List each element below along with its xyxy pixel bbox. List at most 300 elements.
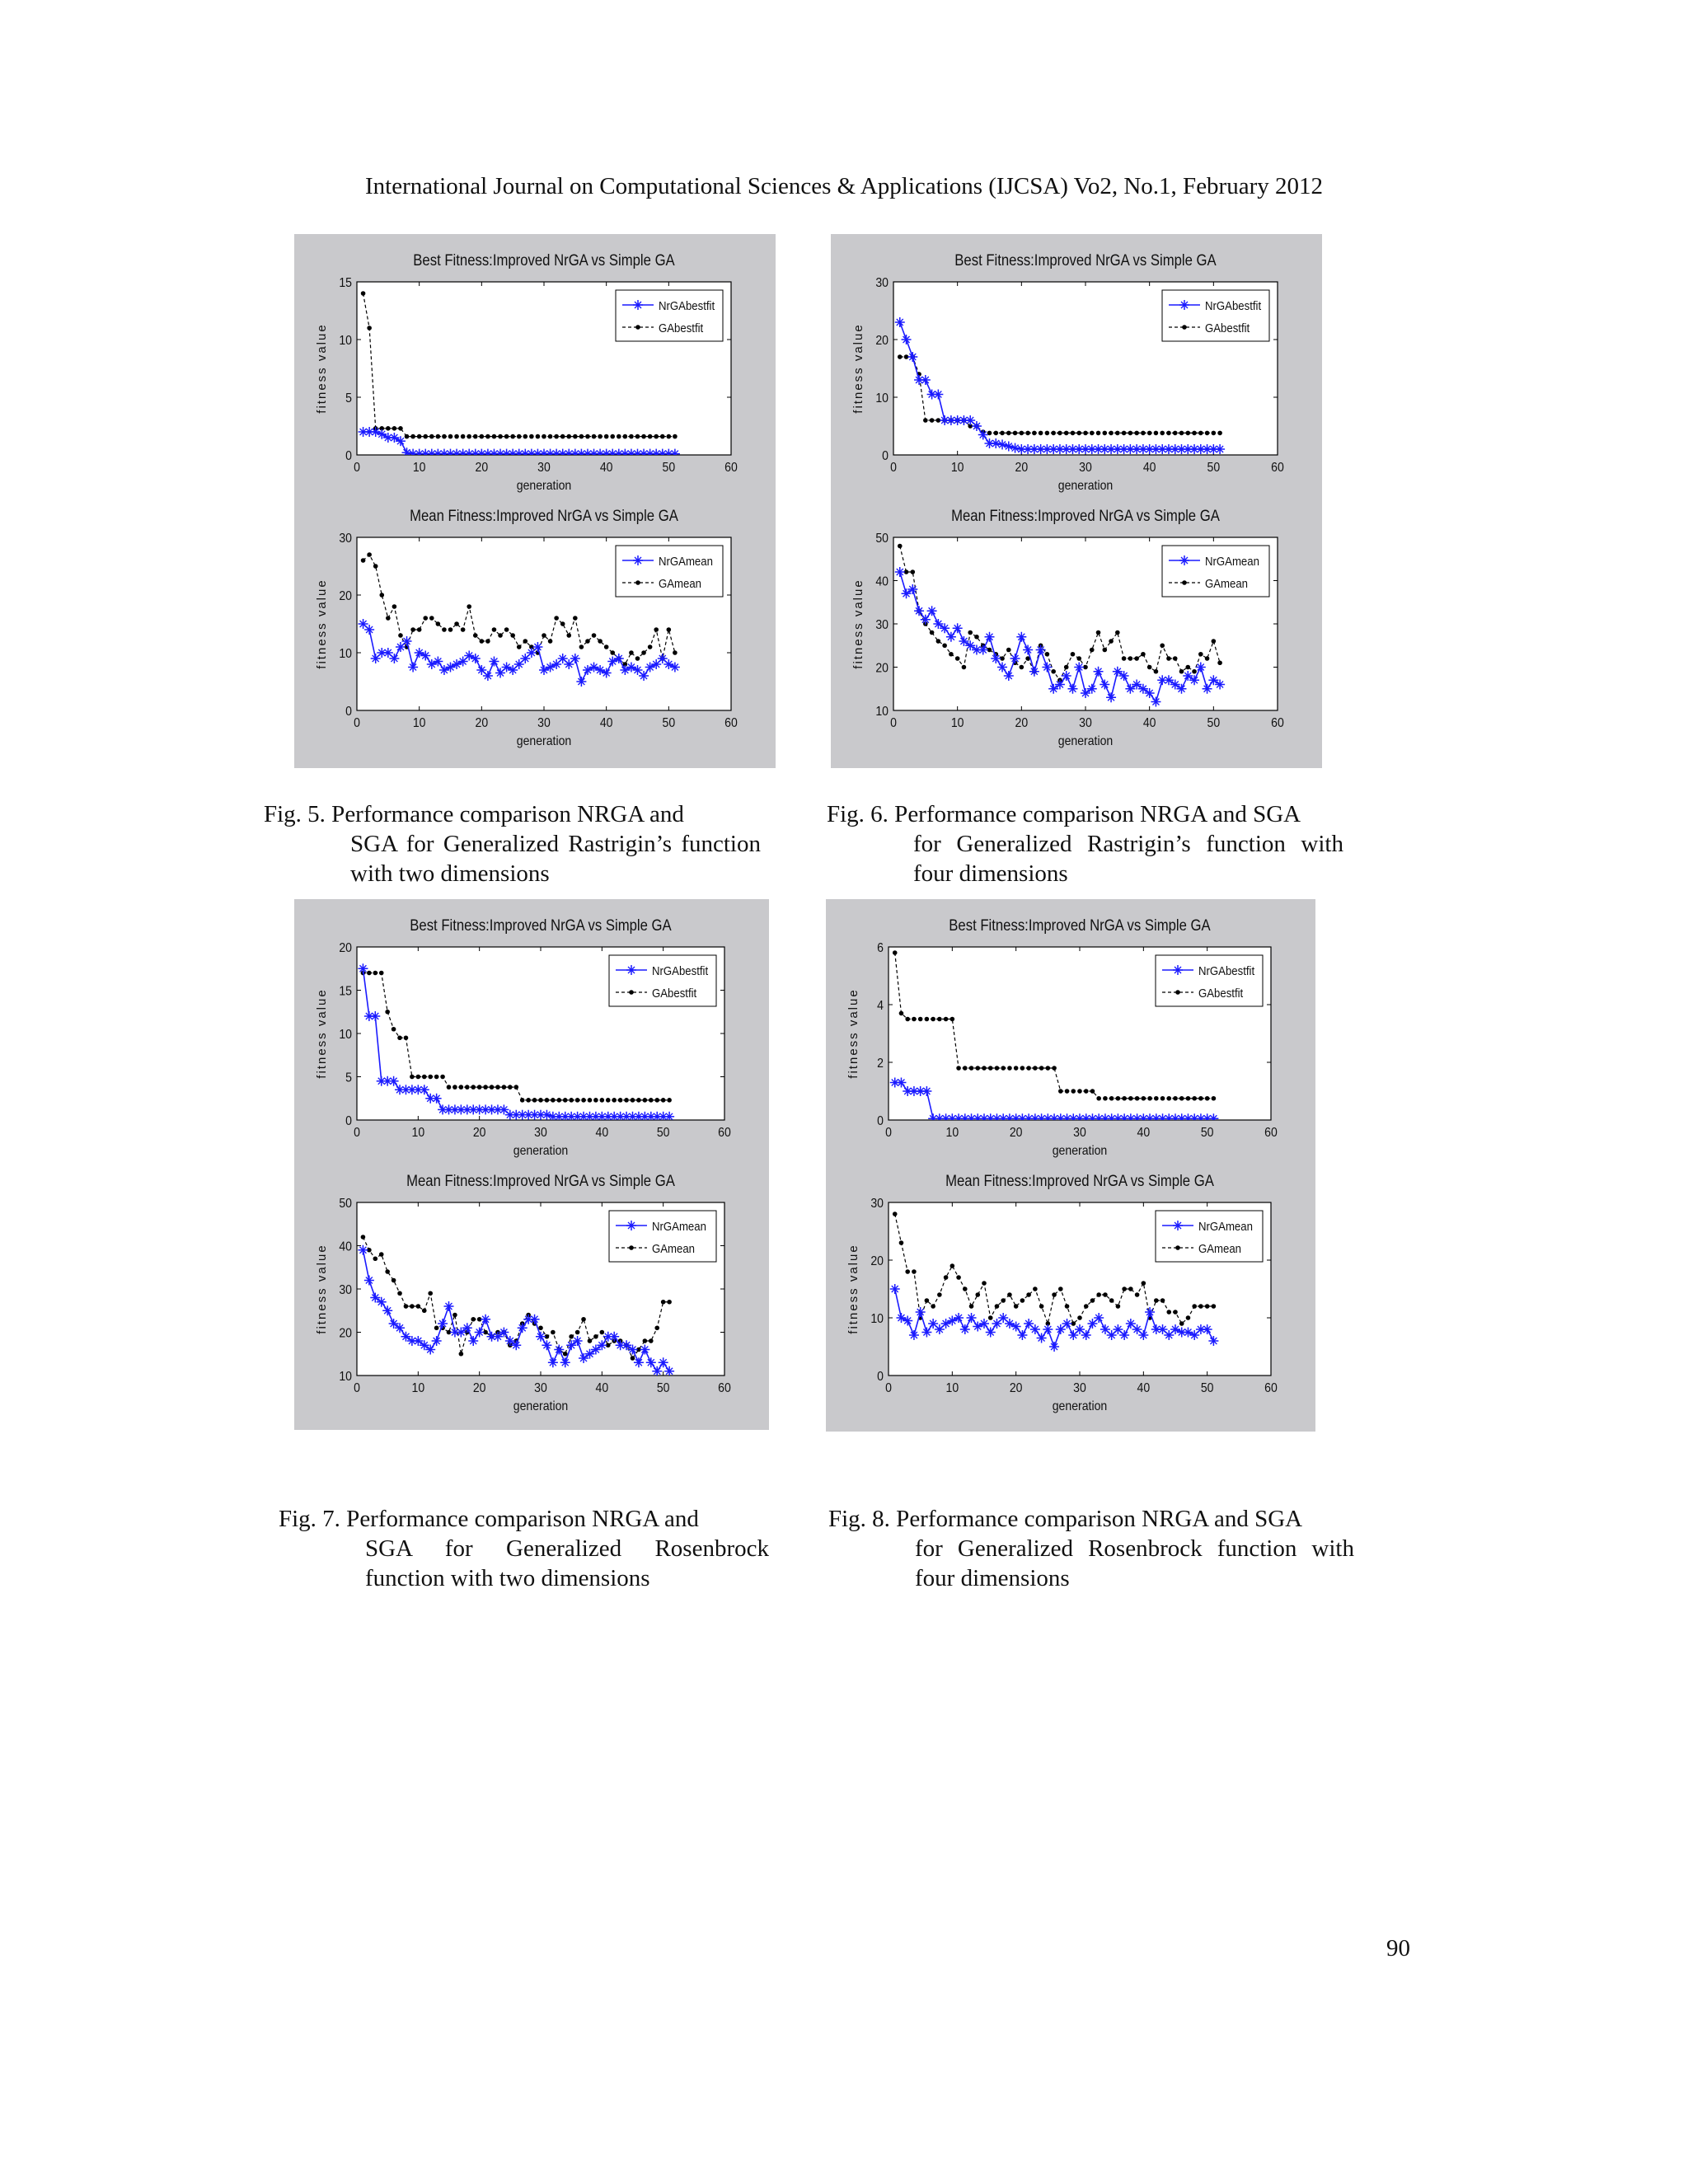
ga-point (962, 665, 967, 670)
ga-point (1179, 1321, 1184, 1326)
legend-marker-ga (635, 580, 640, 585)
x-tick-label: 20 (475, 460, 489, 476)
ga-point (579, 434, 584, 439)
x-tick-label: 0 (354, 1125, 360, 1141)
ga-point (485, 434, 490, 439)
ga-point (1084, 1089, 1089, 1094)
legend-label: GAmean (652, 1241, 696, 1256)
ga-point (1033, 1066, 1038, 1071)
ga-point (581, 1317, 586, 1322)
ga-point (624, 1098, 629, 1103)
ga-point (629, 434, 634, 439)
ga-point (942, 643, 947, 648)
ga-point (373, 971, 378, 976)
ga-point (397, 1035, 402, 1040)
ga-point (937, 1017, 942, 1022)
ga-point (667, 627, 672, 632)
x-tick-label: 50 (662, 460, 676, 476)
ga-point (448, 434, 453, 439)
ga-point (1033, 1286, 1038, 1291)
ga-point (982, 1066, 987, 1071)
figure-5-panel (294, 234, 776, 768)
x-tick-label: 60 (718, 1380, 731, 1396)
y-tick-label: 15 (339, 275, 352, 291)
ga-point (485, 639, 490, 644)
ga-point (1014, 1066, 1019, 1071)
figure-svg (294, 899, 769, 1430)
ga-point (526, 1098, 531, 1103)
x-tick-label: 20 (472, 1380, 486, 1396)
ga-point (1109, 639, 1114, 644)
ga-point (563, 1098, 568, 1103)
ga-point (629, 650, 634, 655)
ga-point (461, 434, 466, 439)
ga-point (982, 1281, 987, 1286)
ga-point (654, 1098, 659, 1103)
y-axis-label: fitness value (846, 988, 860, 1079)
ga-point (436, 434, 441, 439)
ga-point (1122, 431, 1127, 436)
x-tick-label: 60 (1271, 715, 1284, 731)
ga-point (1141, 431, 1146, 436)
x-tick-label: 40 (595, 1125, 609, 1141)
ga-point (1103, 1096, 1108, 1101)
ga-point (442, 434, 447, 439)
ga-point (454, 621, 459, 626)
caption-line: Fig. 5. Performance comparison NRGA and (264, 801, 684, 827)
ga-point (648, 434, 653, 439)
ga-point (429, 616, 434, 621)
ga-point (1109, 1298, 1114, 1303)
ga-point (604, 644, 609, 649)
y-tick-label: 30 (870, 1196, 884, 1212)
ga-point (1198, 1304, 1203, 1309)
ga-point (560, 434, 565, 439)
ga-point (504, 627, 509, 632)
ga-point (1046, 1066, 1051, 1071)
y-tick-label: 30 (875, 275, 889, 291)
ga-point (434, 1325, 439, 1330)
ga-point (1052, 1066, 1057, 1071)
ga-point (1160, 643, 1165, 648)
ga-point (398, 633, 403, 638)
ga-point (554, 616, 559, 621)
y-tick-label: 0 (882, 448, 889, 464)
ga-point (975, 1292, 980, 1297)
y-tick-label: 15 (339, 983, 352, 999)
x-tick-label: 40 (1142, 715, 1156, 731)
ga-point (1065, 1304, 1070, 1309)
legend-marker-ga (1175, 990, 1180, 995)
figure-6-caption (827, 799, 1343, 888)
ga-point (995, 1066, 1000, 1071)
ga-point (925, 1017, 930, 1022)
ga-point (367, 971, 372, 976)
ga-point (1014, 1304, 1019, 1309)
ga-point (542, 633, 546, 638)
ga-point (1020, 665, 1025, 670)
x-tick-label: 60 (1271, 460, 1284, 476)
chart-title: Best Fitness:Improved NrGA vs Simple GA (413, 251, 675, 269)
y-axis-label: fitness value (846, 1244, 860, 1334)
legend-label: GAbestfit (652, 986, 697, 1001)
figure-svg (826, 899, 1315, 1432)
ga-point (1026, 1292, 1031, 1297)
ga-point (379, 593, 384, 598)
ga-point (1058, 1286, 1063, 1291)
y-tick-label: 20 (339, 940, 352, 956)
ga-point (1212, 639, 1217, 644)
x-tick-label: 20 (475, 715, 489, 731)
ga-point (1217, 660, 1222, 665)
y-tick-label: 0 (345, 704, 352, 719)
ga-point (1135, 1292, 1140, 1297)
ga-point (447, 1085, 452, 1090)
ga-point (473, 633, 478, 638)
ga-point (898, 544, 903, 549)
ga-point (1142, 1096, 1146, 1101)
ga-point (520, 1098, 525, 1103)
ga-point (898, 354, 903, 359)
y-tick-label: 2 (877, 1056, 884, 1071)
ga-point (1115, 431, 1120, 436)
ga-point (398, 426, 403, 431)
ga-point (643, 1338, 648, 1343)
ga-point (1212, 431, 1217, 436)
ga-point (523, 639, 528, 644)
ga-point (1142, 1281, 1146, 1286)
ga-point (1192, 1304, 1197, 1309)
ga-point (373, 1256, 378, 1261)
ga-point (385, 1010, 390, 1015)
legend-marker-ga (1182, 325, 1187, 330)
x-tick-label: 10 (945, 1380, 959, 1396)
ga-point (667, 1098, 672, 1103)
ga-point (557, 1098, 562, 1103)
ga-point (1039, 1066, 1044, 1071)
ga-point (1039, 1304, 1044, 1309)
ga-point (635, 434, 640, 439)
ga-point (551, 1330, 556, 1335)
ga-point (1013, 431, 1018, 436)
ga-point (1205, 431, 1210, 436)
ga-point (498, 633, 503, 638)
legend-marker-ga (1182, 580, 1187, 585)
ga-point (1057, 431, 1062, 436)
ga-point (1064, 431, 1069, 436)
y-tick-label: 30 (339, 1282, 352, 1298)
ga-point (548, 639, 553, 644)
x-tick-label: 40 (595, 1380, 609, 1396)
ga-point (974, 635, 979, 640)
ga-point (434, 1075, 439, 1080)
ga-point (1084, 1304, 1089, 1309)
ga-point (612, 1098, 617, 1103)
ga-point (392, 1027, 396, 1032)
caption-line: Fig. 6. Performance comparison NRGA and SGA (827, 801, 1301, 827)
ga-point (473, 434, 478, 439)
ga-point (467, 604, 471, 609)
x-tick-label: 0 (354, 715, 360, 731)
y-tick-label: 5 (345, 391, 352, 406)
ga-point (649, 1338, 654, 1343)
y-tick-label: 10 (339, 1369, 352, 1385)
ga-point (361, 291, 366, 296)
ga-point (1186, 1096, 1191, 1101)
x-tick-label: 10 (411, 1125, 425, 1141)
legend-label: GAmean (659, 576, 702, 591)
ga-point (1147, 431, 1152, 436)
ga-point (471, 1317, 476, 1322)
ga-point (1032, 431, 1037, 436)
legend-label: GAmean (1198, 1241, 1242, 1256)
ga-point (636, 1098, 641, 1103)
x-axis-label: generation (1057, 478, 1114, 494)
legend-label: GAbestfit (1205, 321, 1250, 335)
x-tick-label: 30 (534, 1380, 547, 1396)
ga-point (1020, 1298, 1025, 1303)
ga-point (899, 1011, 904, 1016)
ga-point (542, 434, 546, 439)
x-tick-label: 60 (724, 460, 738, 476)
ga-point (471, 1085, 476, 1090)
ga-point (465, 1085, 470, 1090)
ga-point (373, 564, 378, 569)
ga-point (417, 434, 422, 439)
ga-point (385, 1269, 390, 1274)
ga-point (1115, 630, 1120, 635)
ga-point (545, 1098, 550, 1103)
ga-point (1154, 1096, 1159, 1101)
figure-svg (294, 234, 776, 768)
ga-point (554, 434, 559, 439)
ga-point (1083, 431, 1088, 436)
caption-rest: SGA for Generalized Rastrigin’s function with two dimensions (350, 831, 761, 887)
ga-point (1134, 431, 1139, 436)
ga-point (893, 950, 898, 955)
ga-point (1198, 652, 1203, 657)
ga-point (1122, 1286, 1127, 1291)
ga-point (1166, 1096, 1171, 1101)
ga-point (480, 639, 485, 644)
ga-point (1135, 1096, 1140, 1101)
caption-rest: for Generalized Rastrigin’s function with four dimensions (913, 831, 1343, 887)
ga-point (617, 434, 621, 439)
ga-point (563, 1352, 568, 1357)
ga-point (566, 633, 571, 638)
ga-point (1134, 656, 1139, 661)
ga-point (1090, 1089, 1095, 1094)
ga-point (944, 1017, 949, 1022)
y-tick-label: 0 (345, 448, 352, 464)
y-tick-label: 40 (875, 574, 889, 589)
y-axis-label: fitness value (315, 1244, 329, 1334)
legend-label: NrGAbestfit (652, 963, 709, 978)
ga-point (448, 627, 453, 632)
ga-point (1096, 630, 1101, 635)
x-tick-label: 50 (1207, 460, 1221, 476)
ga-point (905, 1269, 910, 1274)
chart-title: Best Fitness:Improved NrGA vs Simple GA (949, 916, 1211, 935)
ga-point (936, 639, 941, 644)
x-tick-label: 60 (1264, 1125, 1278, 1141)
x-tick-label: 10 (950, 715, 964, 731)
x-tick-label: 40 (599, 460, 613, 476)
ga-point (905, 1017, 910, 1022)
x-tick-label: 20 (1009, 1125, 1023, 1141)
figure-7-caption (279, 1504, 769, 1593)
ga-point (995, 1304, 1000, 1309)
ga-point (1071, 1089, 1076, 1094)
y-tick-label: 10 (875, 391, 889, 406)
ga-point (923, 418, 928, 423)
x-tick-label: 30 (1079, 460, 1092, 476)
figure-svg (831, 234, 1322, 768)
ga-point (452, 1085, 457, 1090)
x-tick-label: 50 (656, 1125, 670, 1141)
ga-point (410, 1075, 415, 1080)
caption-line: Fig. 8. Performance comparison NRGA and SGA (828, 1506, 1303, 1532)
ga-point (538, 1325, 543, 1330)
ga-point (1154, 1298, 1159, 1303)
x-tick-label: 20 (1015, 715, 1029, 731)
x-tick-label: 0 (885, 1125, 892, 1141)
ga-point (459, 1352, 464, 1357)
ga-point (1109, 1096, 1114, 1101)
ga-point (643, 1098, 648, 1103)
ga-point (477, 1085, 482, 1090)
ga-point (956, 1066, 961, 1071)
chart-title: Mean Fitness:Improved NrGA vs Simple GA (406, 1172, 675, 1190)
ga-point (379, 971, 384, 976)
ga-point (428, 1075, 433, 1080)
ga-point (598, 434, 603, 439)
ga-point (386, 426, 391, 431)
ga-point (969, 1066, 974, 1071)
legend-marker-ga (629, 1245, 634, 1250)
y-tick-label: 50 (339, 1196, 352, 1212)
ga-point (1116, 1304, 1121, 1309)
ga-point (1096, 1292, 1101, 1297)
ga-point (600, 1098, 605, 1103)
ga-point (654, 627, 659, 632)
chart-title: Best Fitness:Improved NrGA vs Simple GA (954, 251, 1217, 269)
x-tick-label: 50 (1200, 1380, 1214, 1396)
ga-point (480, 434, 485, 439)
x-tick-label: 0 (354, 460, 360, 476)
ga-point (405, 434, 410, 439)
ga-point (1154, 669, 1159, 674)
x-tick-label: 30 (534, 1125, 547, 1141)
ga-point (1116, 1096, 1121, 1101)
ga-point (416, 1304, 421, 1309)
x-tick-label: 30 (537, 715, 551, 731)
ga-point (1026, 1066, 1031, 1071)
x-tick-label: 10 (412, 715, 426, 731)
ga-point (593, 1098, 598, 1103)
ga-point (1109, 431, 1114, 436)
y-tick-label: 4 (877, 998, 884, 1014)
x-tick-label: 50 (662, 715, 676, 731)
ga-point (654, 1325, 659, 1330)
ga-point (606, 1098, 611, 1103)
y-axis-label: fitness value (851, 323, 865, 414)
ga-point (623, 434, 628, 439)
ga-point (529, 434, 534, 439)
y-tick-label: 0 (877, 1113, 884, 1129)
ga-point (1006, 648, 1011, 653)
ga-point (635, 656, 640, 661)
x-tick-label: 0 (885, 1380, 892, 1396)
ga-point (1198, 1096, 1203, 1101)
y-axis-label: fitness value (851, 579, 865, 669)
ga-point (1166, 1310, 1171, 1315)
ga-point (1103, 648, 1108, 653)
y-axis-label: fitness value (315, 988, 329, 1079)
ga-point (459, 1085, 464, 1090)
legend-label: GAbestfit (659, 321, 704, 335)
x-tick-label: 0 (890, 715, 897, 731)
ga-point (1160, 1298, 1165, 1303)
x-tick-label: 20 (1009, 1380, 1023, 1396)
ga-point (404, 1304, 409, 1309)
legend-marker-ga (635, 325, 640, 330)
ga-point (523, 434, 528, 439)
ga-point (673, 434, 678, 439)
y-tick-label: 10 (870, 1311, 884, 1327)
ga-point (963, 1286, 968, 1291)
ga-point (993, 431, 998, 436)
ga-point (467, 434, 471, 439)
x-axis-label: generation (1052, 1399, 1108, 1414)
ga-point (581, 1098, 586, 1103)
y-tick-label: 20 (870, 1254, 884, 1269)
ga-point (1122, 1096, 1127, 1101)
y-tick-label: 6 (877, 940, 884, 956)
ga-point (410, 434, 415, 439)
y-tick-label: 0 (345, 1113, 352, 1129)
ga-point (536, 434, 541, 439)
legend-marker-ga (629, 990, 634, 995)
ga-point (416, 1075, 421, 1080)
figure-8-panel (826, 899, 1315, 1432)
ga-point (1001, 1066, 1006, 1071)
figure-8-caption (828, 1504, 1354, 1593)
ga-point (492, 627, 497, 632)
ga-point (1096, 1096, 1101, 1101)
y-tick-label: 10 (339, 646, 352, 662)
x-tick-label: 60 (718, 1125, 731, 1141)
ga-point (893, 1212, 898, 1216)
ga-point (361, 558, 366, 563)
ga-point (492, 434, 497, 439)
ga-point (641, 650, 646, 655)
ga-point (1045, 652, 1050, 657)
ga-point (899, 1240, 904, 1245)
ga-point (502, 1085, 507, 1090)
ga-point (1173, 431, 1178, 436)
legend-label: NrGAmean (1198, 1219, 1253, 1234)
x-axis-label: generation (1052, 1143, 1108, 1159)
ga-point (592, 434, 597, 439)
ga-point (510, 633, 515, 638)
ga-point (495, 1085, 500, 1090)
ga-point (931, 1017, 935, 1022)
ga-point (968, 630, 973, 635)
y-axis-label: fitness value (315, 323, 329, 414)
ga-point (1064, 665, 1069, 670)
ga-point (588, 1338, 593, 1343)
